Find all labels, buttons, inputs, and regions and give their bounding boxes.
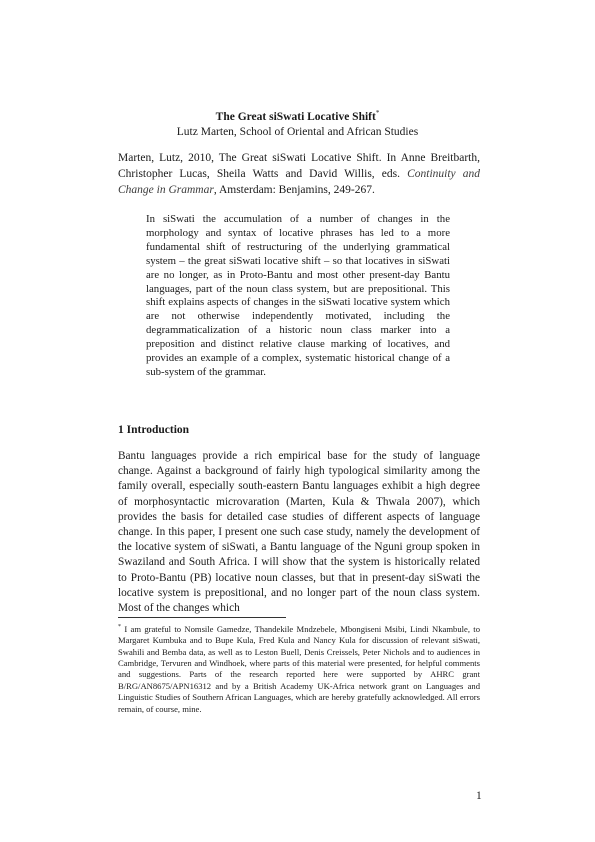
footnote-mark: * bbox=[118, 624, 121, 630]
citation-book-title: Continuity and Change in Grammar bbox=[118, 168, 480, 196]
abstract: In siSwati the accumulation of a number of changes in the morphology and syntax of locative phrases has led to a more fundamental shift of restructuring of the underlying grammatical system – the great siSwati locative shift – so that locatives in siSwati are no longer, as in Proto-Bantu and most other present-day Bantu languages, part of the noun class system, but are prepositional. This shift explains aspects of changes in the siSwati locative system which are not otherwise independently motivated, including the degrammaticalization of a historic noun class marker into a preposition and distinct relative clause marking of locatives, and provides an example of a complex, systematic historical change of a sub-system of the grammar. bbox=[146, 213, 450, 378]
section-heading: 1 Introduction bbox=[118, 424, 190, 436]
footnote-divider bbox=[118, 617, 286, 618]
footnote-text: I am grateful to Nomsile Gamedze, Thandekile Mndzebele, Mbongiseni Msibi, Lindi Nkambule, to Margaret Kumbuka and to Bupe Kula, Fred Kula and Nancy Kula for discussion of relevant siSwati, Swahili and Bemba data, as well as to Leston Buell, Denis Creissels, Peter Nichols and to audiences in Cambridge, Tervuren and Windhoek, where parts of this material were presented, for helpful comments and suggestions. Parts of the research reported here were supported by AHRC grant B/RG/AN8675/APN16312 and by a British Academy UK-Africa network grant on Languages and Linguistic Studies of Southern African Languages, which are hereby gratefully acknowledged. All errors remain, of course, mine. bbox=[118, 623, 480, 714]
page-number: 1 bbox=[476, 790, 482, 802]
citation-suffix: , Amsterdam: Benjamins, 249-267. bbox=[213, 184, 375, 196]
title-footnote-mark: * bbox=[375, 109, 380, 117]
citation bbox=[118, 150, 480, 198]
author-line: Lutz Marten, School of Oriental and African Studies bbox=[176, 125, 419, 138]
citation-prefix: Marten, Lutz, 2010, The Great siSwati Locative Shift. In Anne Breitbarth, Christopher Lucas, Sheila Watts and David Willis, eds. bbox=[118, 152, 480, 180]
paper-title-text: The Great siSwati Locative Shift bbox=[215, 110, 376, 123]
body-paragraph: Bantu languages provide a rich empirical base for the study of language change. Against a background of fairly high typological similarity among the family overall, especially south-eastern Bantu languages exhibit a high degree of morphosyntactic microvaration (Marten, Kula & Thwala 2007), which provides the basis for detailed case studies of different aspects of language change. In this paper, I present one such case study, namely the development of the locative system of siSwati, a Bantu language of the Nguni group spoken in Swaziland and South Africa. I will show that the system is historically related to Proto-Bantu (PB) locative noun classes, but that in present-day siSwati the locative system is prepositional, and no longer part of the noun class system. Most of the changes which bbox=[118, 450, 480, 615]
paper-title bbox=[0, 106, 595, 124]
footnote bbox=[118, 622, 480, 715]
title-block bbox=[0, 106, 595, 140]
